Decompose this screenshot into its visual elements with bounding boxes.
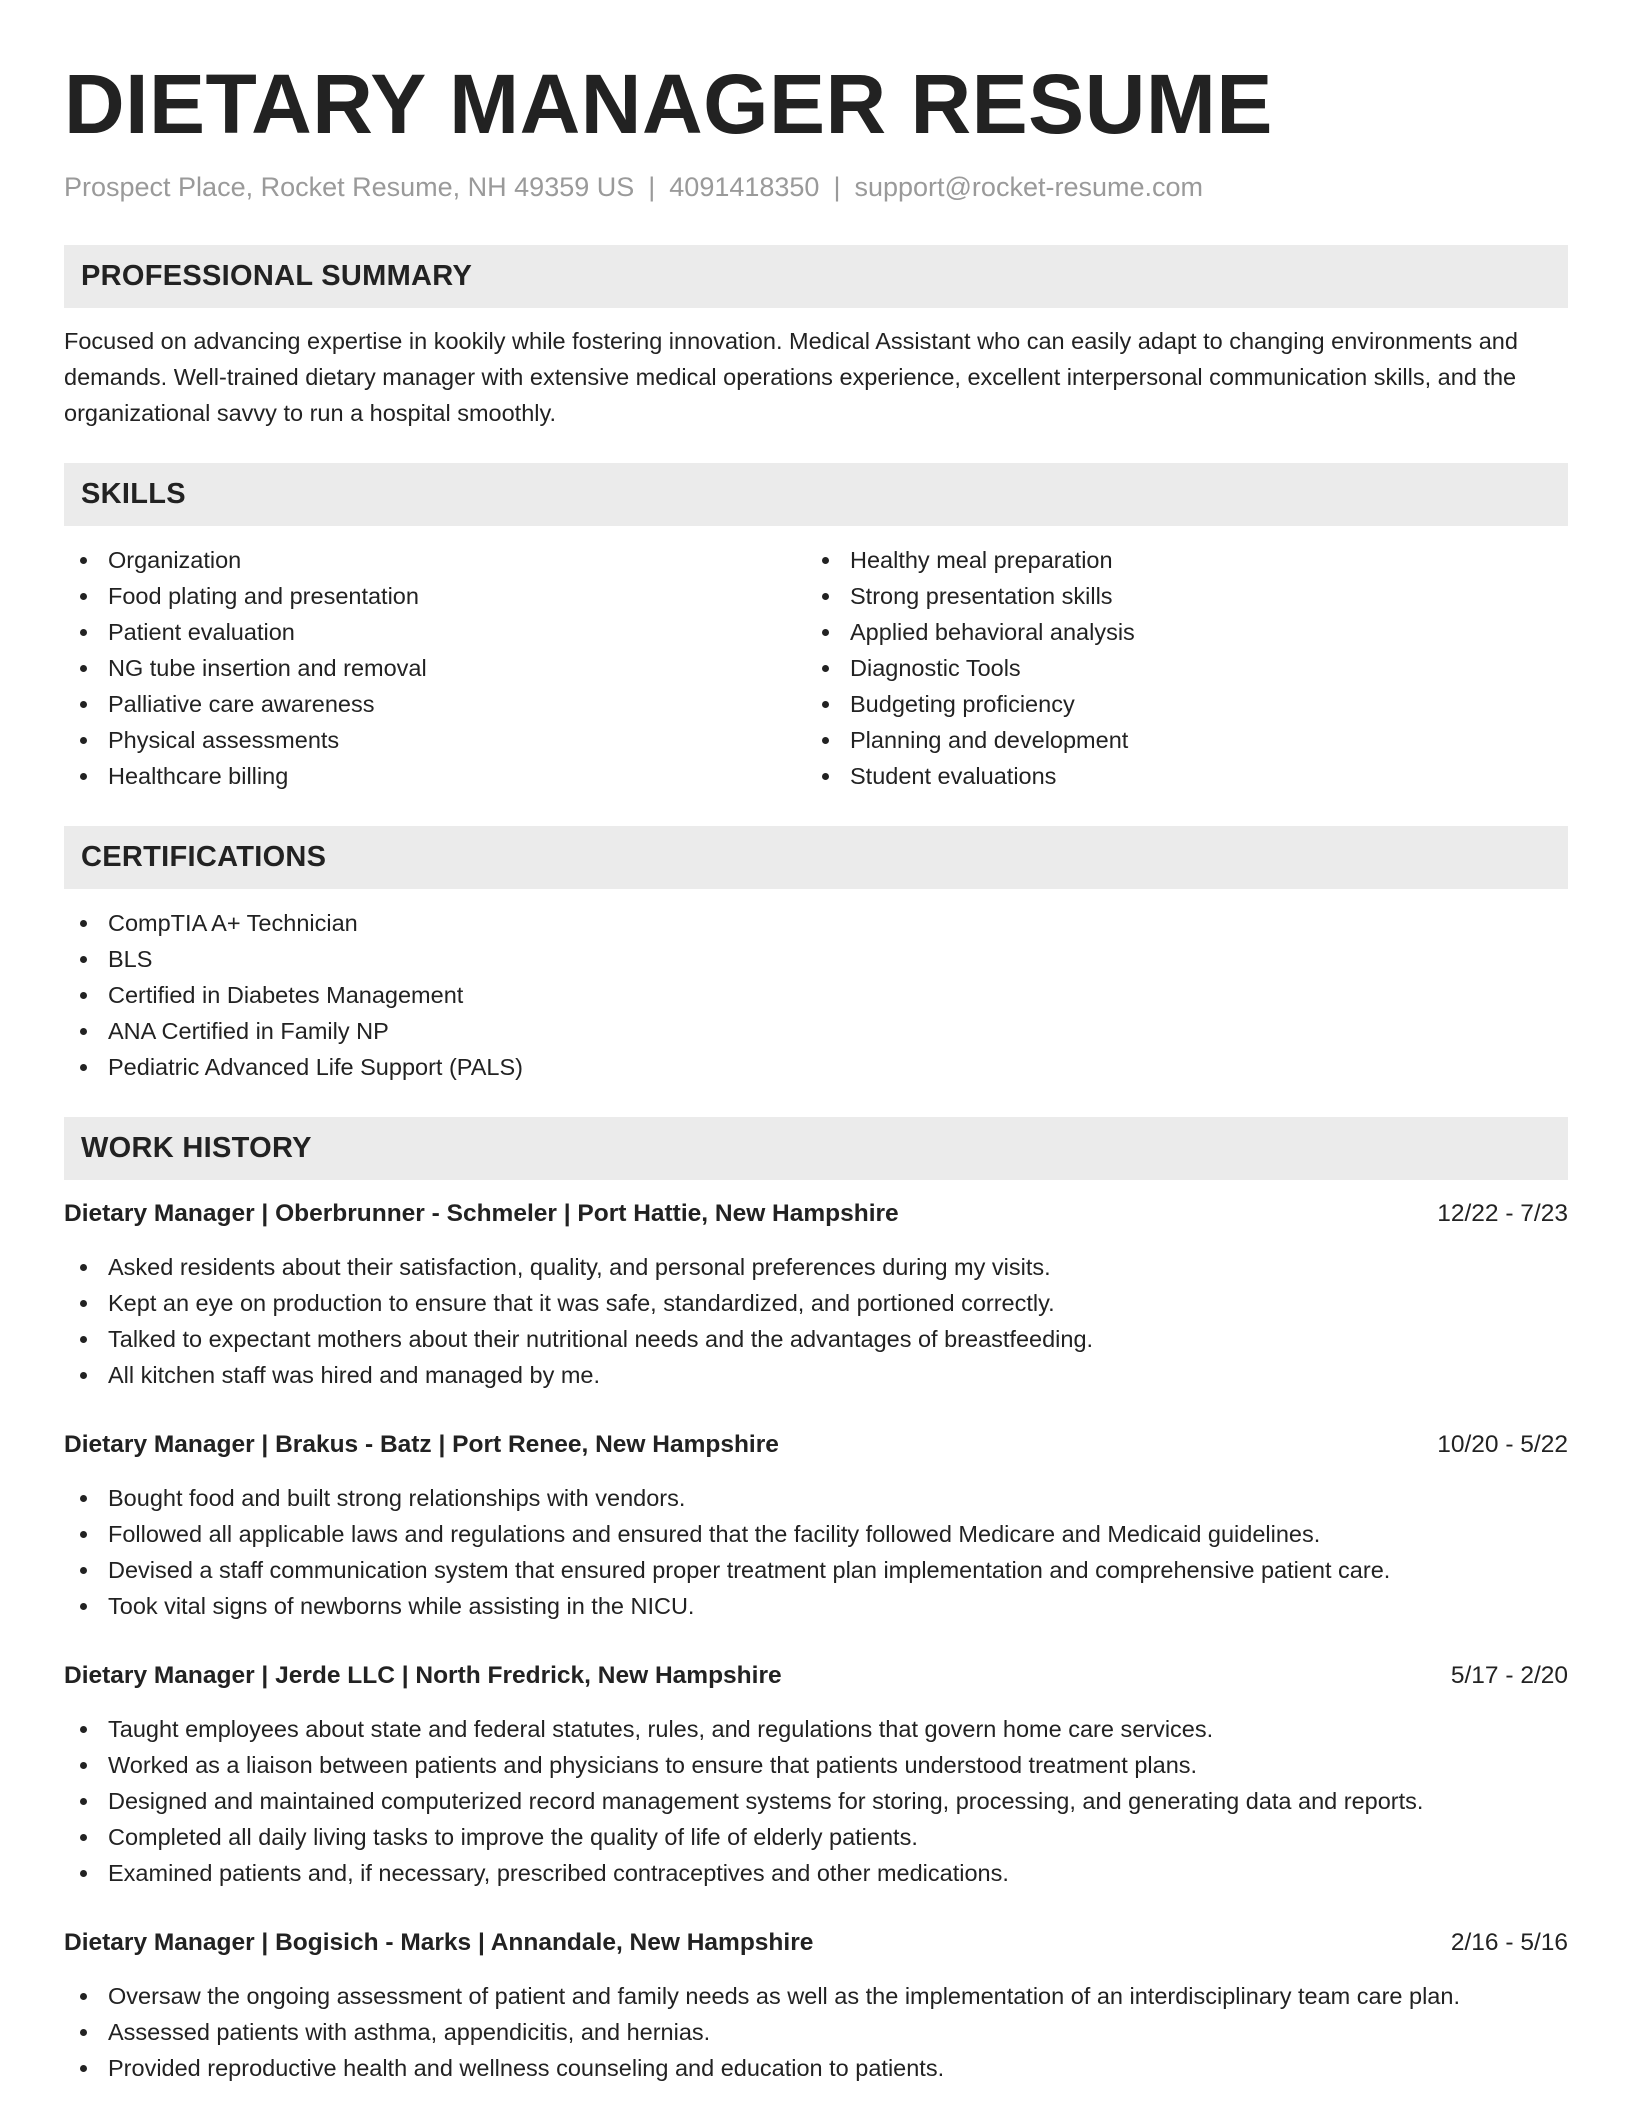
certification-item: CompTIA A+ Technician — [64, 905, 1568, 941]
skill-item: Organization — [64, 542, 806, 578]
resume-page — [64, 0, 1568, 2086]
skill-item: Physical assessments — [64, 722, 806, 758]
skill-item: Student evaluations — [806, 758, 1548, 794]
job-bullets — [64, 1711, 1568, 1891]
skills-list-left — [64, 542, 806, 794]
resume-title: DIETARY MANAGER RESUME — [64, 57, 1273, 151]
skill-item: Budgeting proficiency — [806, 686, 1548, 722]
work-history-heading: WORK HISTORY — [64, 1117, 1568, 1180]
job-bullet: Took vital signs of newborns while assisting in the NICU. — [64, 1588, 1568, 1624]
job-bullet: Designed and maintained computerized record management systems for storing, processing, and generating data and reports. — [64, 1783, 1568, 1819]
certifications-heading: CERTIFICATIONS — [64, 826, 1568, 889]
skills-section — [64, 463, 1568, 794]
job-bullet: Asked residents about their satisfaction, quality, and personal preferences during my visits. — [64, 1249, 1568, 1285]
job-bullet: Provided reproductive health and wellness counseling and education to patients. — [64, 2050, 1568, 2086]
skill-item: Applied behavioral analysis — [806, 614, 1548, 650]
certification-item: ANA Certified in Family NP — [64, 1013, 1568, 1049]
job-bullet: Taught employees about state and federal statutes, rules, and regulations that govern home care services. — [64, 1711, 1568, 1747]
job-bullet: Assessed patients with asthma, appendicitis, and hernias. — [64, 2014, 1568, 2050]
job-dates: 5/17 - 2/20 — [1450, 1662, 1568, 1689]
skill-item: Strong presentation skills — [806, 578, 1548, 614]
job-header — [64, 1925, 1568, 1961]
certification-item: Pediatric Advanced Life Support (PALS) — [64, 1049, 1568, 1085]
job-bullet: Devised a staff communication system that ensured proper treatment plan implementation and comprehensive patient care. — [64, 1552, 1568, 1588]
job-bullets — [64, 1249, 1568, 1393]
job-entry — [64, 1427, 1568, 1624]
certifications-section — [64, 826, 1568, 1085]
job-header — [64, 1196, 1568, 1232]
job-entry — [64, 1925, 1568, 2086]
job-bullets — [64, 1480, 1568, 1624]
skills-list-right — [806, 542, 1548, 794]
contact-separator: | — [833, 172, 841, 202]
job-title: Dietary Manager | Bogisich - Marks | Annandale, New Hampshire — [64, 1929, 814, 1956]
contact-line — [64, 170, 1568, 204]
skills-heading: SKILLS — [64, 463, 1568, 526]
job-dates: 12/22 - 7/23 — [1437, 1200, 1568, 1227]
job-bullet: Oversaw the ongoing assessment of patient and family needs as well as the implementation of an interdisciplinary team care plan. — [64, 1978, 1568, 2014]
certification-item: BLS — [64, 941, 1568, 977]
job-bullet: Kept an eye on production to ensure that it was safe, standardized, and portioned correctly. — [64, 1285, 1568, 1321]
skill-item: NG tube insertion and removal — [64, 650, 806, 686]
job-entry — [64, 1196, 1568, 1393]
job-title: Dietary Manager | Brakus - Batz | Port Renee, New Hampshire — [64, 1431, 779, 1458]
skill-item: Diagnostic Tools — [806, 650, 1548, 686]
job-bullet: Bought food and built strong relationships with vendors. — [64, 1480, 1568, 1516]
job-bullet: Completed all daily living tasks to improve the quality of life of elderly patients. — [64, 1819, 1568, 1855]
job-bullet: Talked to expectant mothers about their nutritional needs and the advantages of breastfeeding. — [64, 1321, 1568, 1357]
contact-phone: 4091418350 — [669, 172, 820, 202]
skills-columns — [64, 542, 1568, 794]
job-bullets — [64, 1978, 1568, 2086]
summary-heading: PROFESSIONAL SUMMARY — [64, 245, 1568, 308]
skill-item: Patient evaluation — [64, 614, 806, 650]
certifications-list — [64, 905, 1568, 1085]
skill-item: Palliative care awareness — [64, 686, 806, 722]
contact-address: Prospect Place, Rocket Resume, NH 49359 US — [64, 172, 635, 202]
job-title: Dietary Manager | Oberbrunner - Schmeler | Port Hattie, New Hampshire — [64, 1200, 899, 1227]
work-history-section — [64, 1117, 1568, 2086]
skill-item: Food plating and presentation — [64, 578, 806, 614]
job-bullet: Worked as a liaison between patients and physicians to ensure that patients understood treatment plans. — [64, 1747, 1568, 1783]
skill-item: Planning and development — [806, 722, 1548, 758]
job-header — [64, 1427, 1568, 1463]
skill-item: Healthcare billing — [64, 758, 806, 794]
job-header — [64, 1658, 1568, 1694]
summary-text: Focused on advancing expertise in kookily while fostering innovation. Medical Assistant who can easily adapt to changing environments and demands. Well-trained dietary manager with extensive medical operations experience, excellent interpersonal communication skills, and the organizational savvy to run a hospital smoothly. — [64, 328, 1518, 426]
job-entry — [64, 1658, 1568, 1891]
skill-item: Healthy meal preparation — [806, 542, 1548, 578]
job-dates: 2/16 - 5/16 — [1450, 1929, 1568, 1956]
contact-separator: | — [648, 172, 656, 202]
summary-section — [64, 245, 1568, 431]
job-title: Dietary Manager | Jerde LLC | North Fredrick, New Hampshire — [64, 1662, 782, 1689]
job-bullet: Followed all applicable laws and regulations and ensured that the facility followed Medicare and Medicaid guidelines. — [64, 1516, 1568, 1552]
contact-email: support@rocket-resume.com — [854, 172, 1203, 202]
job-bullet: All kitchen staff was hired and managed by me. — [64, 1357, 1568, 1393]
certification-item: Certified in Diabetes Management — [64, 977, 1568, 1013]
job-bullet: Examined patients and, if necessary, prescribed contraceptives and other medications. — [64, 1855, 1568, 1891]
job-dates: 10/20 - 5/22 — [1437, 1431, 1568, 1458]
